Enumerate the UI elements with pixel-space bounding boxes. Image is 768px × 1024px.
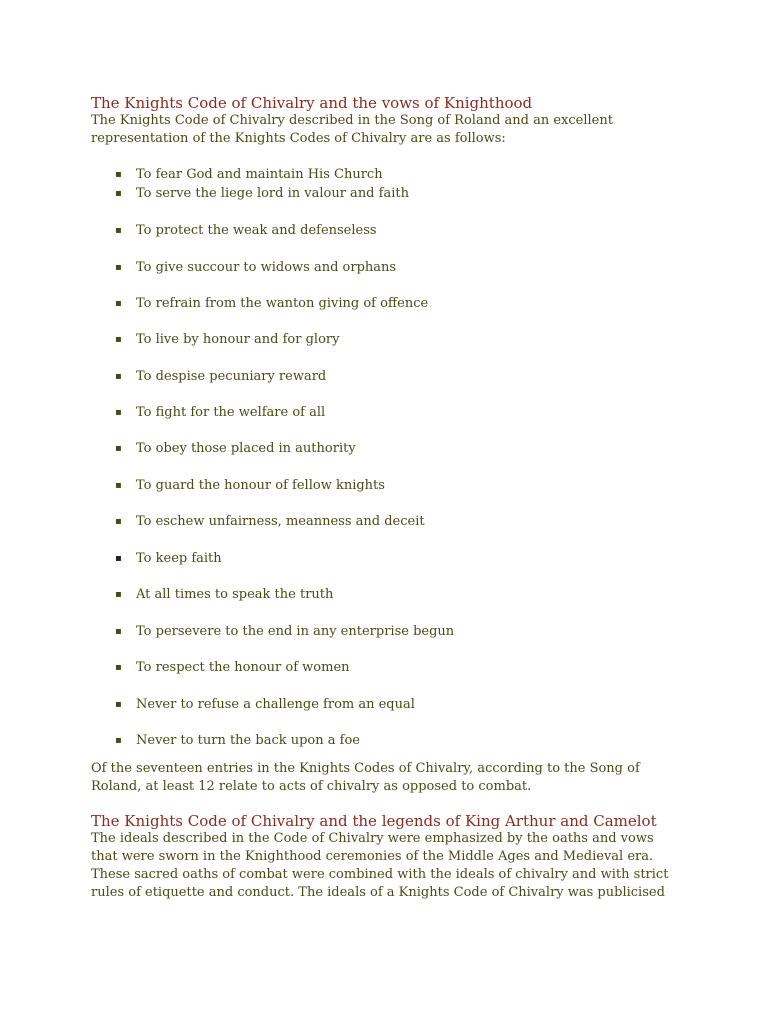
arthur-line-1: The ideals described in the Code of Chivalry were emphasized by the oaths and vows	[91, 831, 654, 846]
list-item	[91, 477, 671, 495]
summary-line-2: Roland, at least 12 relate to acts of chivalry as opposed to combat.	[91, 779, 532, 794]
list-item	[91, 222, 671, 240]
document-page	[91, 94, 671, 902]
list-item	[91, 404, 671, 422]
bullet-icon: ▪	[115, 480, 122, 491]
list-item-text: Never to turn the back upon a foe	[136, 733, 360, 748]
bullet-icon: ▪	[115, 225, 122, 236]
bullet-icon: ▪	[115, 169, 122, 180]
list-item-text: To give succour to widows and orphans	[136, 260, 397, 275]
section-heading-vows: The Knights Code of Chivalry and the vows of Knighthood	[91, 94, 533, 112]
list-item-text: To despise pecuniary reward	[136, 369, 327, 384]
bullet-icon: ▪	[115, 334, 122, 345]
list-item-text: Never to refuse a challenge from an equal	[136, 697, 415, 712]
list-item	[91, 185, 671, 203]
list-item	[91, 166, 671, 184]
list-item-text: To respect the honour of women	[136, 660, 350, 675]
list-item-text: At all times to speak the truth	[136, 587, 334, 602]
list-item-text: To refrain from the wanton giving of offence	[136, 296, 429, 311]
bullet-icon: ▪	[115, 662, 122, 673]
bullet-icon: ▪	[115, 516, 122, 527]
list-item-text: To guard the honour of fellow knights	[136, 478, 385, 493]
intro-line-2: representation of the Knights Codes of Chivalry are as follows:	[91, 131, 506, 146]
list-item	[91, 623, 671, 641]
bullet-icon: ▪	[115, 699, 122, 710]
list-item	[91, 696, 671, 714]
bullet-icon: ▪	[115, 443, 122, 454]
list-item	[91, 295, 671, 313]
section-heading-arthur: The Knights Code of Chivalry and the legends of King Arthur and Camelot	[91, 812, 657, 830]
list-item	[91, 586, 671, 604]
list-item	[91, 550, 671, 568]
list-item-text: To serve the liege lord in valour and faith	[136, 186, 409, 201]
arthur-line-3: These sacred oaths of combat were combined with the ideals of chivalry and with strict	[91, 867, 669, 882]
list-item-text: To protect the weak and defenseless	[136, 223, 377, 238]
bullet-icon: ▪	[115, 371, 122, 382]
bullet-icon: ▪	[115, 735, 122, 746]
bullet-icon: ▪	[115, 626, 122, 637]
summary-line-1: Of the seventeen entries in the Knights Codes of Chivalry, according to the Song of	[91, 761, 640, 776]
bullet-icon: ▪	[115, 262, 122, 273]
bullet-icon: ▪	[115, 188, 122, 199]
intro-line-1: The Knights Code of Chivalry described in the Song of Roland and an excellent	[91, 113, 613, 128]
list-item-text: To fight for the welfare of all	[136, 405, 326, 420]
arthur-line-2: that were sworn in the Knighthood ceremonies of the Middle Ages and Medieval era.	[91, 849, 654, 864]
list-item-text: To eschew unfairness, meanness and deceit	[136, 514, 425, 529]
chivalry-code-list	[91, 166, 671, 750]
list-item	[91, 331, 671, 349]
list-item-text: To fear God and maintain His Church	[136, 167, 383, 182]
list-item	[91, 659, 671, 677]
list-item-text: To live by honour and for glory	[136, 332, 340, 347]
arthur-line-4: rules of etiquette and conduct. The ideals of a Knights Code of Chivalry was publicised	[91, 885, 665, 900]
list-item	[91, 732, 671, 750]
list-item-text: To persevere to the end in any enterprise begun	[136, 624, 455, 639]
list-item-text: To keep faith	[136, 551, 222, 566]
bullet-icon: ▪	[115, 553, 122, 564]
list-item	[91, 440, 671, 458]
list-item	[91, 259, 671, 277]
bullet-icon: ▪	[115, 589, 122, 600]
bullet-icon: ▪	[115, 407, 122, 418]
bullet-icon: ▪	[115, 298, 122, 309]
list-item	[91, 513, 671, 531]
list-item-text: To obey those placed in authority	[136, 441, 356, 456]
list-item	[91, 368, 671, 386]
